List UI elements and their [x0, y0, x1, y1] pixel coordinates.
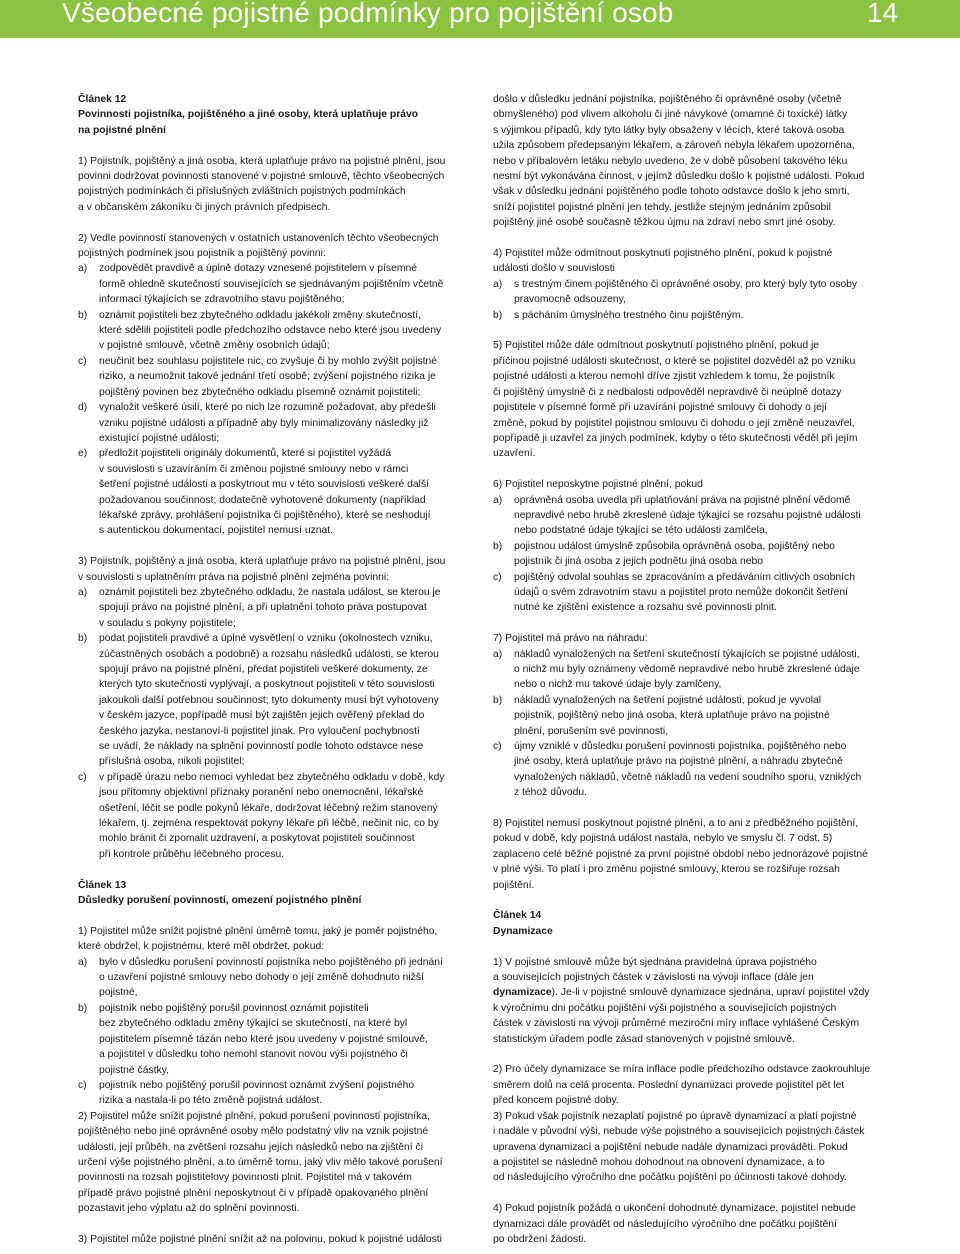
list-item-line: požadovanou součinnost; dodatečně vyhotovené dokumenty (například [99, 494, 426, 506]
list-item-marker: c) [493, 571, 502, 583]
list-item-marker: b) [493, 309, 503, 321]
list-item-line: v souladu s pokyny pojistitele; [99, 617, 236, 629]
paragraph-line: události, její průběh, na zvětšení rozsahu jejích následků nebo na zjištění či [78, 1141, 424, 1153]
left-column [78, 92, 478, 1247]
list-item-line: pojištěný povinen bez zbytečného odkladu písemně oznámit pojistiteli; [99, 386, 421, 398]
paragraph-line: v plné výši. To platí i pro změnu pojistné smlouvy, kterou se rozšiřuje rozsah [493, 864, 840, 876]
paragraph-line: směrem dolů na celá procenta. Poslední dynamizaci provede pojistitel pět let [493, 1079, 845, 1091]
paragraph-line: i nadále v původní výši, nebude výše pojistného a souvisejících pojistných částek [493, 1126, 865, 1138]
page-header [0, 0, 960, 38]
paragraph-line: 1) Pojistník, pojištěný a jiná osoba, která uplatňuje právo na pojistné plnění, jsou [78, 155, 446, 167]
list-item-line: riziko, a neumožnit takové jednání třetí osobě; zvýšení pojistného rizika je [99, 371, 436, 383]
paragraph-line: pokud v době, kdy pojistná událost nastala, nebylo ve smyslu čl. 7 odst. 5) [493, 833, 833, 845]
list-item [78, 955, 478, 1001]
item-list [78, 955, 478, 1109]
paragraph-line: pojistné události a kterou nemohl dříve zjistit vzhledem k tomu, že pojistník [493, 371, 835, 383]
paragraph-line: 8) Pojistitel nemusí poskytnout pojistné plnění, a to ani z předběžného pojištění, [493, 818, 859, 830]
paragraph-line: pojištěný jiné osobě současně těžkou újmu na zdraví nebo smrt jiné osoby. [493, 217, 836, 229]
paragraph [493, 631, 885, 646]
paragraph-line: došlo v důsledku jednání pojistníka, pojištěného či oprávněné osoby (včetně [493, 94, 842, 105]
list-item-line: předložit pojistiteli originály dokumentů, které si pojistitel vyžádá [99, 448, 392, 460]
list-item-line: nákladů vynaložených na šetření skutečností týkajících se pojistné události, [514, 648, 860, 660]
paragraph-line: 2) Pojistitel může snížit pojistné plnění, pokud porušení povinností pojistníka, [78, 1110, 430, 1122]
list-item-line: kterých tyto skutečnosti vyplývají, a poskytnout pojistiteli v této souvislosti [99, 679, 435, 691]
paragraph-line: 6) Pojistitel neposkytne pojistné plnění, pokud [493, 479, 703, 491]
list-item [493, 693, 885, 739]
paragraph-line: nesmí být vykonávána činnost, v jejímž důsledku došlo k pojistné události. Pokud [493, 171, 865, 183]
paragraph-line: uzavření. [493, 448, 536, 460]
paragraph-line: a v občanském zákoníku či jiných právních předpisech. [78, 201, 331, 213]
list-item-line: nebo podstatné údaje týkající se této události zamlčela, [514, 525, 768, 537]
list-item-line: informací týkajících se zdravotního stavu pojištěného; [99, 294, 345, 306]
list-item [78, 631, 478, 770]
list-item [78, 1078, 478, 1109]
list-item-line: příslušná osoba, nikoli pojistitel; [99, 756, 245, 768]
list-item-line: v případě úrazu nebo nemoci vyhledat bez zbytečného odkladu v době, kdy [99, 771, 445, 783]
paragraph-line: popřípadě ji uzavřel za jiných podmínek, kdyby o této skutečnosti věděl při jejím [493, 432, 858, 444]
item-list [78, 261, 478, 538]
list-item-line: nutné ke zjištění existence a rozsahu své povinnosti plnit. [514, 602, 777, 614]
list-item-line: pojistné částky, [99, 1064, 169, 1076]
defined-term: dynamizace [493, 987, 552, 999]
list-item [493, 647, 885, 693]
article-12-title: Článek 12 [78, 94, 127, 105]
paragraph-line: 1) Pojistitel může snížit pojistné plnění úměrně tomu, jaký je poměr pojistného, [78, 925, 438, 937]
list-item-line: vynaložit veškeré úsilí, které po nich lze rozumně požadovat, aby předešli [99, 402, 436, 414]
paragraph-line: však v důsledku jednání pojištěného podle tohoto odstavce došlo k jeho smrti, [493, 186, 850, 198]
paragraph-line: a souvisejících pojistných částek v závislosti na vývoji inflace (dále jen [493, 972, 814, 984]
list-item-line: šetření pojistné události a poskytnout mu v této souvislosti veškeré další [99, 479, 430, 491]
paragraph-line: částek v závislosti na vývoji průměrné meziroční míry inflace vyhlášené Českým [493, 1018, 860, 1030]
line-text: ). Je-li v pojistné smlouvě dynamizace sjednána, upraví pojistitel vždy [551, 987, 870, 999]
paragraph-line: 3) Pojistitel může pojistné plnění snížit až na polovinu, pokud k pojistné události [78, 1233, 442, 1245]
list-item-line: v pojistné smlouvě, včetně změny osobních údajů; [99, 340, 330, 352]
list-item-line: údajů o svém zdravotním stavu a pojistitel proto nemůže dokončit šetření [514, 586, 849, 598]
paragraph-line: příčinou pojistné události skutečnost, o které se pojistitel dozvěděl až po vzniku [493, 355, 856, 367]
list-item-line: pojištěný odvolal souhlas se zpracováním a předáváním citlivých osobních [514, 571, 855, 583]
list-item-line: jakoukoli další potřebnou součinnost; tyto dokumenty musí být vyhotoveny [99, 694, 439, 706]
paragraph-line: pojistitele v písemné formě při uzavírání pojistné smlouvy či dohody o její [493, 402, 828, 414]
paragraph-line: nebo v příbalovém letáku nebylo uvedeno, že v době působení takového léku [493, 155, 848, 167]
paragraph-line: pozastavit jeho výplatu až do splnění povinnosti. [78, 1203, 300, 1215]
list-item [78, 400, 478, 446]
paragraph-line: v souvislosti s uplatněním práva na pojistné plnění zejména povinni: [78, 571, 390, 583]
list-item [78, 585, 478, 631]
paragraph [493, 246, 885, 277]
article-14-title: Článek 14 [493, 910, 542, 922]
list-item-marker: a) [78, 956, 88, 968]
paragraph [78, 154, 478, 216]
list-item-line: o uzavření pojistné smlouvy nebo dohody o její změně dohodnuto nižší [99, 972, 424, 984]
article-13-subtitle: Důsledky porušení povinností, omezení pojistného plnění [78, 895, 362, 907]
list-item-marker: b) [78, 633, 88, 645]
paragraph [78, 554, 478, 585]
list-item [78, 446, 478, 538]
paragraph-line: s výjimkou případů, kdy tyto látky byly obsaženy v lécích, které taková osoba [493, 124, 845, 136]
paragraph-line: 3) Pokud však pojistník nezaplatí pojistné po úpravě dynamizací a platí pojistné [493, 1110, 857, 1122]
paragraph-line: zaplaceno celé běžné pojistné za první pojistné období nebo jednorázové pojistné [493, 848, 868, 860]
list-item [78, 1001, 478, 1078]
list-item-marker: a) [78, 263, 88, 275]
paragraph-line: 3) Pojistník, pojištěný a jiná osoba, která uplatňuje právo na pojistné plnění, jsou [78, 556, 446, 568]
list-item-line: formě ohledně skutečností souvisejících se sjednávaným pojištěním včetně [99, 278, 444, 290]
paragraph-line [493, 985, 885, 1000]
paragraph-line: případě právo pojistné plnění neposkytnout či v případě opakovaného plnění [78, 1187, 429, 1199]
item-list [78, 585, 478, 862]
paragraph [493, 1201, 885, 1247]
list-item [493, 277, 885, 308]
paragraph-line: události došlo v souvislosti [493, 263, 615, 275]
paragraph [493, 816, 885, 893]
list-item-marker: d) [78, 402, 88, 414]
list-item-line: pravomocně odsouzeny, [514, 294, 626, 306]
list-item-line: pojistitelem písemně tázán nebo které jsou uvedeny v pojistné smlouvě, [99, 1033, 428, 1045]
paragraph [493, 477, 885, 492]
list-item-line: pojistník nebo pojištěný porušil povinnost oznámit pojistiteli [99, 1002, 369, 1014]
list-item-line: oznámit pojistiteli bez zbytečného odkladu, že nastala událost, se kterou je [99, 586, 441, 598]
paragraph-line: sníží pojistitel pojistné plnění jen tehdy, jestliže stejným jednáním způsobil [493, 201, 831, 213]
paragraph [493, 1062, 885, 1108]
list-item-line: rizika a nastala-li po této změně pojistná událost. [99, 1095, 323, 1107]
list-item-marker: a) [493, 494, 503, 506]
list-item-line: vynaložených nákladů, včetně nákladů na vedení soudního sporu, vzniklých [514, 771, 862, 783]
list-item-line: újmy vzniklé v důsledku porušení povinnosti pojistníka, pojištěného nebo [514, 741, 847, 752]
paragraph [493, 1109, 885, 1186]
list-item-line: zodpovědět pravdivě a úplně dotazy vznesené pojistitelem v písemné [99, 263, 417, 275]
paragraph-line: pojistných podmínek jsou pojistník a pojištěný povinni: [78, 248, 326, 260]
paragraph-line: povinni dodržovat povinnosti stanovené v pojistné smlouvě, těchto všeobecných [78, 171, 445, 183]
paragraph-line: 7) Pojistitel má právo na náhradu: [493, 633, 648, 645]
list-item-line: oznámit pojistiteli bez zbytečného odkladu jakékoli změny skutečností, [99, 309, 421, 321]
list-item-line: neučinit bez souhlasu pojistitele nic, co zvyšuje či by mohlo zvýšit pojistné [99, 355, 438, 367]
list-item [78, 770, 478, 862]
paragraph-line: 5) Pojistitel může dále odmítnout poskytnutí pojistného plnění, pokud je [493, 340, 820, 352]
list-item-marker: b) [78, 309, 88, 321]
list-item-marker: c) [78, 1079, 87, 1091]
list-item-line: mohlo bránit či zpomalit uzdravení, a poskytovat pojistiteli součinnost [99, 833, 415, 845]
list-item [493, 539, 885, 570]
list-item [78, 308, 478, 354]
paragraph [78, 1232, 478, 1247]
article-14-subtitle: Dynamizace [493, 925, 553, 937]
list-item-line: českého jazyka, nestanoví-li pojistitel jinak. Pro vyloučení pochybností [99, 725, 420, 737]
list-item-marker: c) [78, 771, 87, 783]
paragraph-line: 2) Vedle povinností stanovených v ostatních ustanoveních těchto všeobecných [78, 232, 439, 244]
list-item-line: pojistník nebo pojištěný porušil povinnost oznámit zvýšení pojistného [99, 1079, 415, 1091]
paragraph-line: k výročnímu dni počátku pojištění výši pojistného a souvisejících pojistných [493, 1002, 837, 1014]
paragraph-line: 2) Pro účely dynamizace se míra inflace podle předchozího odstavce zaokrouhluje [493, 1064, 871, 1076]
paragraph-line: před koncem pojistné doby. [493, 1095, 619, 1107]
paragraph-line: změně, pokud by pojistitel pojistnou smlouvu či dohodu o její změně neuzavřel, [493, 417, 855, 429]
list-item-line: ošetření, léčit se podle pokynů lékaře, dodržovat léčebný režim stanovený [99, 802, 438, 814]
list-item [493, 739, 885, 801]
list-item [78, 261, 478, 307]
paragraph-line: obmyšleného) pod vlivem alkoholu či jiné návykové (omamné či toxické) látky [493, 109, 848, 121]
list-item-line: pojistnou událost úmyslně způsobila oprávněná osoba, pojištěný nebo [514, 540, 835, 552]
list-item-line: vzniku pojistné události a případně aby byly minimalizovány následky již [99, 417, 429, 429]
paragraph [493, 1001, 885, 1047]
list-item-line: nebo o nichž mu takové údaje byly zamlčeny, [514, 679, 722, 691]
paragraph-line: upravena dynamizací a pojištění nebude nadále dynamizaci prováděti. Pokud [493, 1141, 848, 1153]
list-item-line: bylo v důsledku porušení povinností pojistníka nebo pojištěného při jednání [99, 956, 443, 968]
paragraph [78, 924, 478, 955]
paragraph-line: a pojistitel se následně mohou dohodnout na obnovení dynamizace, a to [493, 1156, 825, 1168]
paragraph [493, 92, 885, 231]
list-item-line: se uvádí, že náklady na splnění povinností podle tohoto odstavce nese [99, 741, 424, 753]
paragraph-line: či pojištěný úmyslně či z nedbalosti odpověděl nepravdivě či neúplně dotazy [493, 386, 842, 398]
paragraph-line: po obdržení žádosti. [493, 1233, 587, 1245]
list-item-line: s trestným činem pojištěného či oprávněné osoby, pro který byly tyto osoby [514, 278, 858, 290]
article-12-subtitle-2: na pojistné plnění [78, 124, 166, 136]
paragraph-line: dynamizaci dále provádět od následujícího výročního dne počátku pojištění [493, 1218, 837, 1230]
list-item-line: oprávněná osoba uvedla při uplatňování práva na pojistné plnění vědomě [514, 494, 851, 506]
list-item-line: spojují právo na pojistné plnění, předat pojistiteli veškeré dokumenty, ze [99, 663, 428, 675]
paragraph-line: povinnosti na rozsah pojistitelovy povinnosti plnit. Pojistitel má v takovém [78, 1172, 413, 1184]
paragraph-line: 1) V pojistné smlouvě může být sjednána pravidelná úprava pojistného [493, 956, 817, 968]
list-item-line: lékařské zprávy, prohlášení pojistníka či pojištěného), které se neshodují [99, 509, 431, 521]
item-list [493, 647, 885, 801]
paragraph-line: určení výše pojistného plnění, a to úměrně tomu, jaký vliv mělo takové porušení [78, 1156, 443, 1168]
list-item-marker: b) [493, 540, 503, 552]
list-item-line: pojistné, [99, 987, 138, 999]
list-item-marker: e) [78, 448, 88, 460]
article-12-subtitle-1: Povinnosti pojistníka, pojištěného a jiné osoby, která uplatňuje právo [78, 109, 419, 121]
list-item-line: pojistník, pojištěný nebo jiná osoba, která uplatňuje právo na pojistné [514, 710, 830, 722]
page-number: 14 [866, 0, 898, 28]
paragraph-line: pojištění. [493, 879, 535, 891]
list-item-line: spojují právo na pojistné plnění, a při uplatnění tohoto práva postupovat [99, 602, 427, 614]
paragraph-line: které obdržel, k pojistnému, které měl obdržet, pokud: [78, 941, 325, 953]
list-item-line: plnění, porušením své povinnosti, [514, 725, 669, 737]
right-column [493, 92, 885, 1247]
list-item [493, 493, 885, 539]
list-item-line: podat pojistiteli pravdivé a úplné vysvětlení o vzniku (okolnostech vzniku, [99, 633, 433, 645]
list-item-marker: a) [493, 278, 503, 290]
list-item-line: v českém jazyce, popřípadě musí být zajištěn jejich ověřený překlad do [99, 710, 425, 722]
list-item-line: při kontrole průběhu léčebného procesu. [99, 848, 285, 860]
list-item-marker: a) [493, 648, 503, 660]
list-item [78, 354, 478, 400]
paragraph-line: užila způsobem předepsaným lékařem, a zároveň nebyla lékařem upozorněna, [493, 140, 855, 152]
item-list [493, 493, 885, 616]
list-item-marker: b) [78, 1002, 88, 1014]
list-item-line: v souvislosti s uzavíráním či změnou pojistné smlouvy nebo v rámci [99, 463, 409, 475]
list-item-line: lékařem, tj. zejména respektovat pokyny lékaře při léčbě, nečinit nic, co by [99, 818, 439, 830]
list-item-line: nepravdivé nebo hrubě zkreslené údaje týkající se rozsahu pojistné události [514, 509, 861, 521]
paragraph [78, 231, 478, 262]
article-13-title: Článek 13 [78, 879, 127, 891]
paragraph [78, 1109, 478, 1217]
list-item-line: s autentickou dokumentací, pojistitel nemusí uznat. [99, 525, 334, 537]
list-item-line: pojistník či jiná osoba z jejich podnětu jiná osoba nebo [514, 556, 763, 568]
document-title: Všeobecné pojistné podmínky pro pojištění osob [62, 0, 674, 28]
list-item-line: jiné osoby, která uplatňuje právo na pojistné plnění, a náhradu zbytečně [514, 756, 843, 768]
list-item [493, 570, 885, 616]
paragraph-line: od následujícího výročního dne počátku pojištění po účinnosti takové dohody. [493, 1172, 848, 1184]
paragraph-line: statistickým úřadem podle zásad stanovených v pojistné smlouvě. [493, 1033, 795, 1045]
paragraph-line: pojištěného nebo jiné oprávněné osoby mělo podstatný vliv na vznik pojistné [78, 1126, 429, 1138]
paragraph [493, 338, 885, 461]
list-item-marker: b) [493, 694, 503, 706]
paragraph-line: pojistných podmínkách či příslušných zvláštních pojistných podmínkách [78, 186, 406, 198]
list-item-line: s pácháním úmyslného trestného činu pojištěným. [514, 309, 744, 321]
list-item-line: o nichž mu byly oznámeny vědomě nepravdivé nebo hrubě zkreslené údaje [514, 663, 860, 675]
list-item-line: zúčastněných osobách a podobně) a rozsahu následků události, se kterou [99, 648, 439, 660]
list-item-marker: c) [78, 355, 87, 367]
item-list [493, 277, 885, 323]
list-item-line: které sdělili pojistiteli podle předchozího odstavce nebo které jsou uvedeny [99, 325, 442, 337]
list-item-line: z téhož důvodu. [514, 787, 588, 799]
list-item-line: bez zbytečného odkladu změny týkající se skutečností, na které byl [99, 1018, 408, 1030]
list-item-line: existující pojistné události; [99, 432, 220, 444]
list-item-marker: a) [78, 586, 88, 598]
list-item [493, 308, 885, 323]
list-item-marker: c) [493, 741, 502, 752]
paragraph [493, 955, 885, 986]
paragraph-line: 4) Pokud pojistník požádá o ukončení dohodnuté dynamizace, pojistitel nebude [493, 1203, 856, 1215]
list-item-line: a pojistitel v důsledku toho nemohl stanovit novou výši pojistného či [99, 1049, 408, 1061]
list-item-line: nákladů vynaložených na šetření pojistné události, pokud je vyvolal [514, 694, 822, 706]
paragraph-line: 4) Pojistitel může odmítnout poskytnutí pojistného plnění, pokud k pojistné [493, 248, 833, 260]
list-item-line: jsou přítomny objektivní příznaky poranění nebo onemocnění, lékařské [99, 787, 424, 799]
